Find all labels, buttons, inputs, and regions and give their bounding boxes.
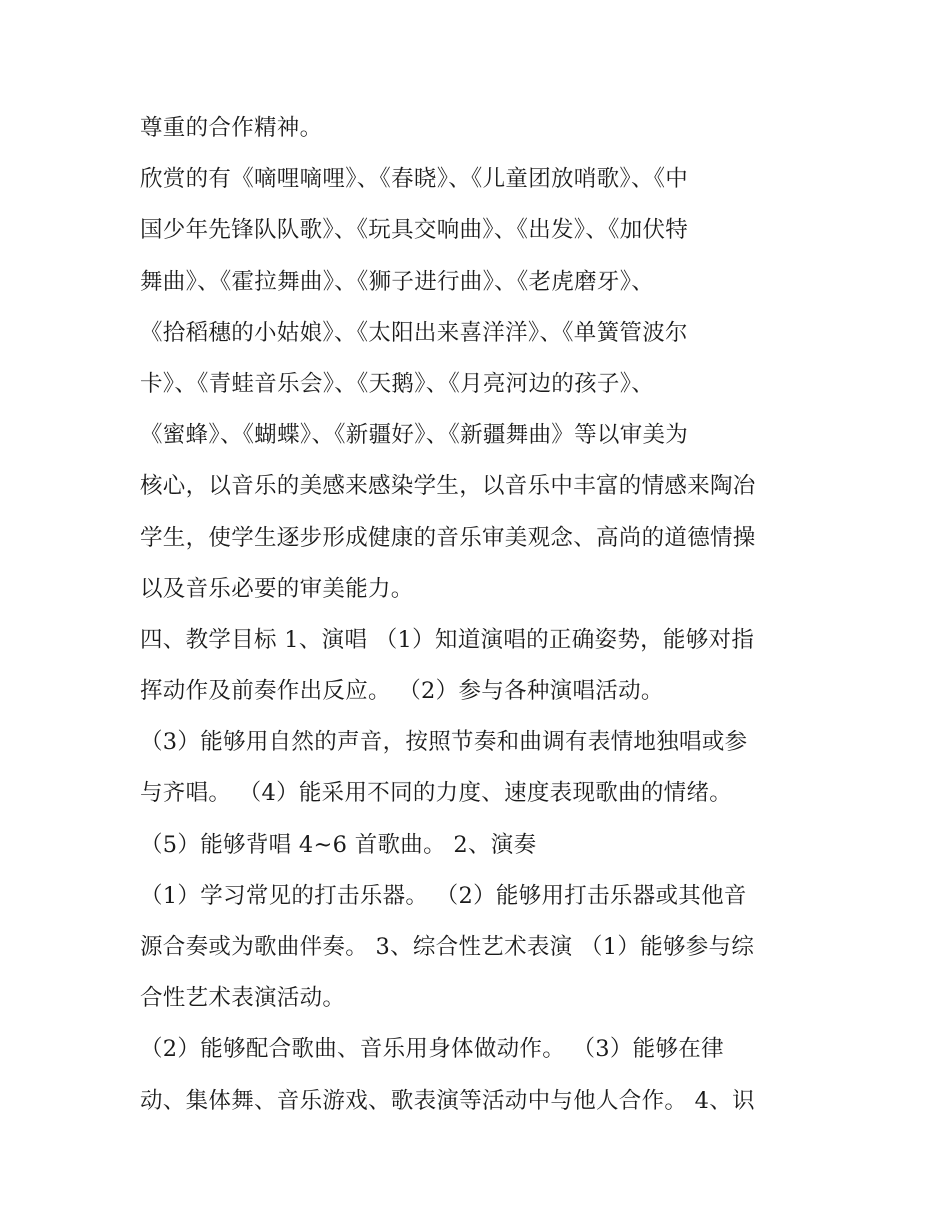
body-text [140,103,830,1127]
text-line-17: 源合奏或为歌曲伴奏。 3、综合性艺术表演 （1）能够参与综 [140,934,755,960]
text-line-6: 卡》、《青蛙音乐会》、《天鹅》、《月亮河边的孩子》、 [140,370,655,397]
text-line-14: 与齐唱。 （4）能采用不同的力度、速度表现歌曲的情绪。 [140,780,733,807]
text-line-7: 《蜜蜂》、《蝴蝶》、《新疆好》、《新疆舞曲》等以审美为 [140,422,689,449]
text-line-18: 合性艺术表演活动。 [140,985,346,1012]
text-line-2: 欣赏的有《嘀哩嘀哩》、《春晓》、《儿童团放哨歌》、《中 [140,166,689,193]
text-line-20: 动、集体舞、音乐游戏、歌表演等活动中与他人合作。 4、识 [140,1087,755,1114]
text-line-5: 《拾稻穗的小姑娘》、《太阳出来喜洋洋》、《单簧管波尔 [140,319,688,346]
text-line-8: 核心，以音乐的美感来感染学生，以音乐中丰富的情感来陶冶 [140,473,756,500]
text-line-9: 学生，使学生逐步形成健康的音乐审美观念、高尚的道德情操 [140,524,756,551]
text-line-10: 以及音乐必要的审美能力。 [140,575,414,602]
text-line-15: （5）能够背唱 4~6 首歌曲。 2、演奏 [140,831,537,858]
text-line-12: 挥动作及前奏作出反应。 （2）参与各种演唱活动。 [140,678,664,705]
text-line-13: （3）能够用自然的声音，按照节奏和曲调有表情地独唱或参 [140,729,748,756]
text-line-3: 国少年先锋队队歌》、《玩具交响曲》、《出发》、《加伏特 [140,217,689,244]
text-line-16: （1）学习常见的打击乐器。 （2）能够用打击乐器或其他音 [140,882,747,909]
text-line-19: （2）能够配合歌曲、音乐用身体做动作。 （3）能够在律 [140,1036,724,1063]
text-line-11: 四、教学目标 1、演唱 （1）知道演唱的正确姿势，能够对指 [140,626,755,653]
text-line-4: 舞曲》、《霍拉舞曲》、《狮子进行曲》、《老虎磨牙》、 [140,268,655,295]
text-line-1: 尊重的合作精神。 [140,115,323,141]
